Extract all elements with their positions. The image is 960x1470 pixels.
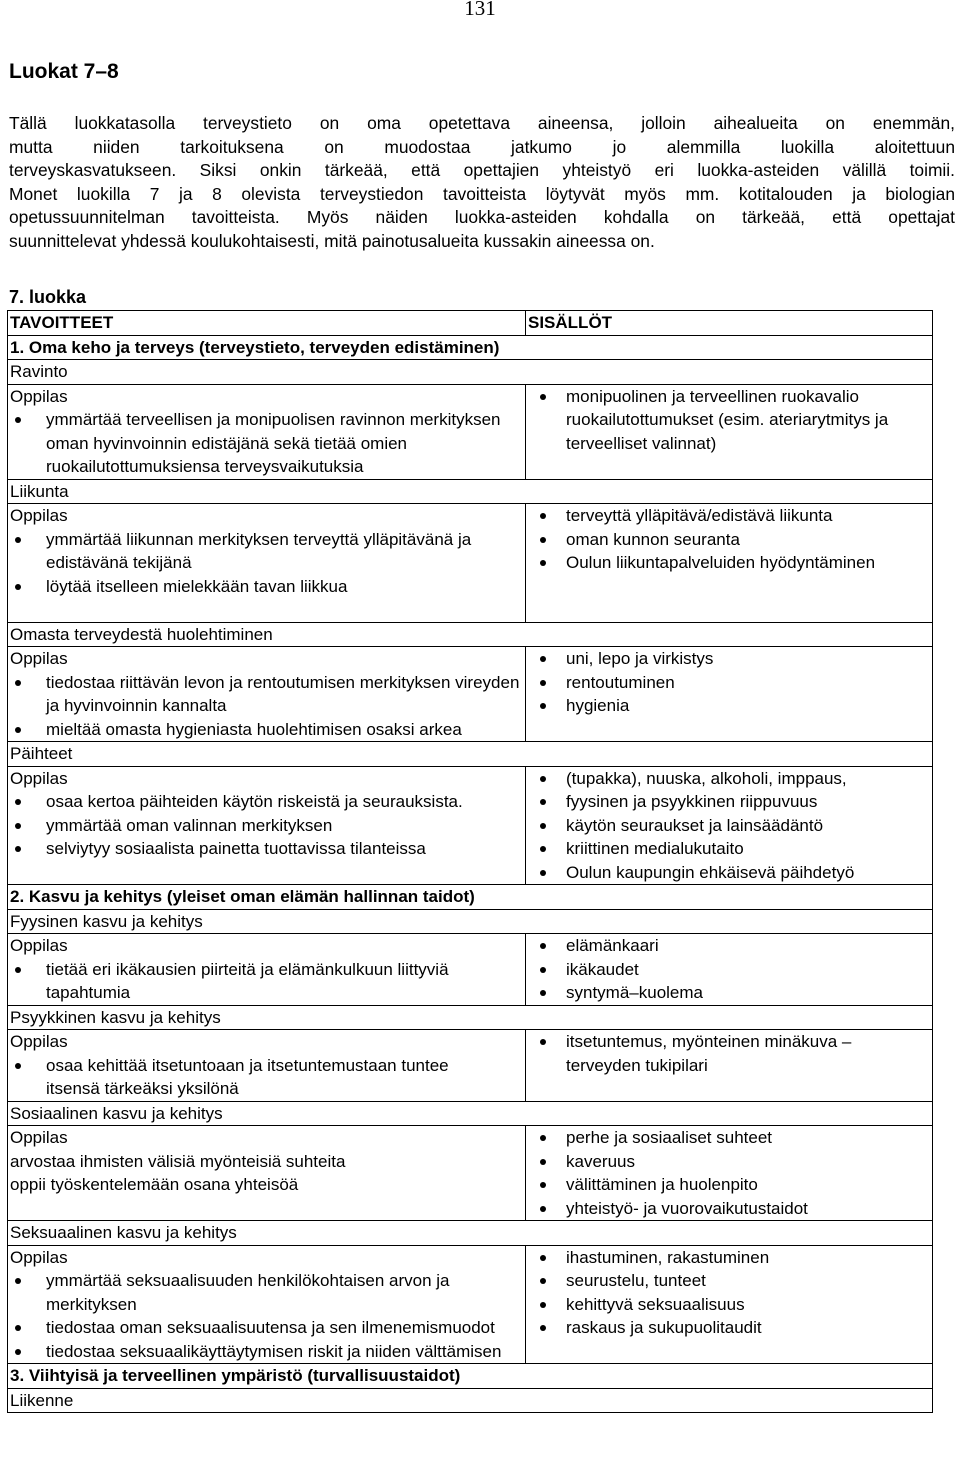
list-item: terveyttä ylläpitävä/edistävä liikunta [528, 504, 930, 528]
list-item: Oulun kaupungin ehkäisevä päihdetyö [528, 861, 930, 885]
list-item: elämänkaari [528, 934, 930, 958]
theme-title: 1. Oma keho ja terveys (terveystieto, terveyden edistäminen) [8, 335, 933, 360]
table-row [8, 1388, 933, 1413]
subsection-title: Omasta terveydestä huolehtiminen [8, 622, 933, 647]
table-row [8, 1030, 933, 1102]
contents-cell [526, 647, 933, 742]
table-row [8, 1126, 933, 1221]
section-heading: Luokat 7–8 [9, 60, 119, 83]
subsection-title: Ravinto [8, 360, 933, 385]
list-item: osaa kertoa päihteiden käytön riskeistä ja seurauksista. [10, 790, 523, 814]
subsection-title: Psyykkinen kasvu ja kehitys [8, 1005, 933, 1030]
list-item: uni, lepo ja virkistys [528, 647, 930, 671]
list-item: monipuolinen ja terveellinen ruokavalio ruokailutottumukset (esim. ateriarytmitys ja terveelliset valinnat) [528, 385, 930, 456]
list-item: yhteistyö- ja vuorovaikutustaidot [528, 1197, 930, 1221]
pupil-label: Oppilas [10, 936, 68, 955]
goal-text: oppii työskentelemään osana yhteisöä [10, 1175, 299, 1194]
list-item: välittäminen ja huolenpito [528, 1173, 930, 1197]
list-item: fyysinen ja psyykkinen riippuvuus [528, 790, 930, 814]
theme-row [8, 335, 933, 360]
list-item: Oulun liikuntapalveluiden hyödyntäminen [528, 551, 930, 575]
intro-line: mutta niiden tarkoituksena on muodostaa jatkumo jo alemmilla luokilla aloitettuun [9, 136, 955, 157]
list-item: mieltää omasta hygieniasta huolehtimisen osaksi arkea [10, 718, 523, 742]
subsection-title: Fyysinen kasvu ja kehitys [8, 909, 933, 934]
list-item: seurustelu, tunteet [528, 1269, 930, 1293]
table-row [8, 1101, 933, 1126]
theme-title: 3. Viihtyisä ja terveellinen ympäristö (turvallisuustaidot) [8, 1364, 933, 1389]
contents-cell [526, 384, 933, 479]
list-item: oman kunnon seuranta [528, 528, 930, 552]
list-item: ymmärtää terveellisen ja monipuolisen ravinnon merkityksen oman hyvinvoinnin edistäjänä sekä tietää omien ruokailutottumuksiensa terveysvaikutuksia [10, 408, 523, 479]
table-row [8, 934, 933, 1006]
theme-row [8, 1364, 933, 1389]
goals-cell [8, 1126, 526, 1221]
table-row [8, 504, 933, 623]
list-item: osaa kehittää itsetuntoaan ja itsetuntemustaan tuntee itsensä tärkeäksi yksilönä [10, 1054, 523, 1101]
goals-cell [8, 766, 526, 885]
list-item: ihastuminen, rakastuminen [528, 1246, 930, 1270]
pupil-label: Oppilas [10, 1032, 68, 1051]
list-item: hygienia [528, 694, 930, 718]
column-header-goals: TAVOITTEET [8, 311, 526, 336]
pupil-label: Oppilas [10, 386, 68, 406]
list-item: itsetuntemus, myönteinen minäkuva – terveyden tukipilari [528, 1030, 930, 1077]
intro-line: Tällä luokkatasolla terveystieto on oma opetettava aineensa, jolloin aihealueita on enemmän, [9, 113, 955, 133]
list-item: löytää itselleen mielekkään tavan liikkua [10, 575, 523, 599]
pupil-label: Oppilas [10, 1128, 68, 1147]
goal-text: arvostaa ihmisten välisiä myönteisiä suhteita [10, 1151, 346, 1171]
theme-title: 2. Kasvu ja kehitys (yleiset oman elämän hallinnan taidot) [8, 885, 933, 910]
table-row [8, 1245, 933, 1364]
table-row [8, 1005, 933, 1030]
list-item: selviytyy sosiaalista painetta tuottavissa tilanteissa [10, 837, 523, 861]
list-item: syntymä–kuolema [528, 981, 930, 1005]
intro-line: opetussuunnitelman tavoitteista. Myös näiden luokka-asteiden kohdalla on tärkeää, että opettajat [9, 207, 955, 228]
list-item: käytön seuraukset ja lainsäädäntö [528, 814, 930, 838]
list-item: rentoutuminen [528, 671, 930, 695]
table-row [8, 647, 933, 742]
curriculum-table [7, 310, 933, 1413]
subsection-title: Seksuaalinen kasvu ja kehitys [8, 1221, 933, 1246]
goals-cell [8, 647, 526, 742]
list-item: ikäkaudet [528, 958, 930, 982]
subsection-title: Liikunta [8, 479, 933, 504]
goals-cell [8, 504, 526, 623]
table-row [8, 622, 933, 647]
list-item: (tupakka), nuuska, alkoholi, imppaus, [528, 767, 930, 791]
contents-cell [526, 766, 933, 885]
list-item: ymmärtää liikunnan merkityksen terveyttä ylläpitävänä ja edistävänä tekijänä [10, 528, 523, 575]
list-item: kriittinen medialukutaito [528, 837, 930, 861]
subsection-title: Päihteet [8, 742, 933, 767]
list-item: ymmärtää seksuaalisuuden henkilökohtaisen arvon ja merkityksen [10, 1269, 523, 1316]
pupil-label: Oppilas [10, 649, 68, 668]
list-item: tietää eri ikäkausien piirteitä ja elämänkulkuun liittyviä tapahtumia [10, 958, 523, 1005]
goals-cell [8, 1245, 526, 1364]
theme-row [8, 885, 933, 910]
intro-line: suunnittelevat yhdessä koulukohtaisesti, mitä painotusalueita kussakin aineessa on. [9, 230, 655, 251]
goals-cell [8, 934, 526, 1006]
table-row [8, 742, 933, 767]
pupil-label: Oppilas [10, 506, 68, 525]
list-item: kaveruus [528, 1150, 930, 1174]
subsection-title: Liikenne [8, 1388, 933, 1413]
list-item: kehittyvä seksuaalisuus [528, 1293, 930, 1317]
table-row [8, 360, 933, 385]
list-item: tiedostaa riittävän levon ja rentoutumisen merkityksen vireyden ja hyvinvoinnin kannalta [10, 671, 523, 718]
page-number: 131 [464, 0, 496, 20]
column-header-contents: SISÄLLÖT [526, 311, 933, 336]
intro-paragraph [9, 112, 955, 254]
goals-cell [8, 384, 526, 479]
contents-cell [526, 1245, 933, 1364]
table-row [8, 909, 933, 934]
list-item: tiedostaa seksuaalikäyttäytymisen riskit ja niiden välttämisen [10, 1340, 523, 1364]
pupil-label: Oppilas [10, 1247, 68, 1267]
pupil-label: Oppilas [10, 768, 68, 788]
grade-title: 7. luokka [9, 287, 87, 307]
goals-cell [8, 1030, 526, 1102]
table-row [8, 479, 933, 504]
list-item: perhe ja sosiaaliset suhteet [528, 1126, 930, 1150]
intro-line: terveyskasvatukseen. Siksi onkin tärkeää, että opettajien yhteistyö eri luokka-asteiden välillä toimii. [9, 160, 955, 181]
list-item: ymmärtää oman valinnan merkityksen [10, 814, 523, 838]
subsection-title: Sosiaalinen kasvu ja kehitys [8, 1101, 933, 1126]
table-row [8, 384, 933, 479]
table-row [8, 1221, 933, 1246]
table-header-row [8, 311, 933, 336]
table-row [8, 766, 933, 885]
contents-cell [526, 934, 933, 1006]
list-item: raskaus ja sukupuolitaudit [528, 1316, 930, 1340]
contents-cell [526, 1126, 933, 1221]
list-item: tiedostaa oman seksuaalisuutensa ja sen ilmenemismuodot [10, 1316, 523, 1340]
contents-cell [526, 1030, 933, 1102]
contents-cell [526, 504, 933, 623]
intro-line: Monet luokilla 7 ja 8 olevista terveystiedon tavoitteista löytyvät myös mm. kotitalouden ja biologian [9, 183, 955, 204]
